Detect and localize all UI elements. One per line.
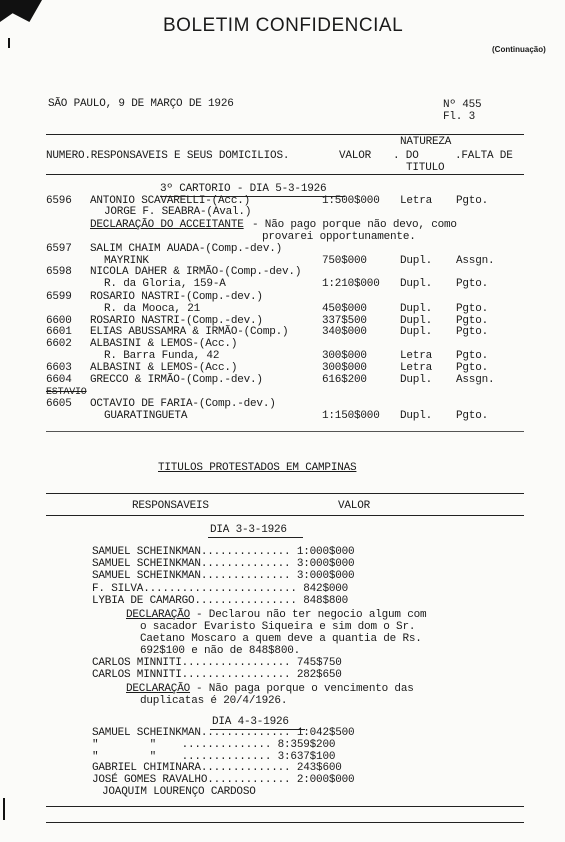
row-natureza: Dupl. bbox=[400, 255, 433, 267]
row-natureza: Dupl. bbox=[400, 410, 433, 422]
entry-line: CARLOS MINNITI................. 282$650 bbox=[92, 669, 342, 681]
row-natureza: Letra bbox=[400, 195, 433, 207]
row-number: 6600 bbox=[46, 315, 72, 327]
declaration-label: DECLARAÇÃO bbox=[126, 609, 191, 621]
row-responsavel: NICOLA DAHER & IRMÃO-(Comp.-dev.) bbox=[90, 266, 302, 278]
row-responsavel: R. da Mooca, 21 bbox=[104, 303, 201, 315]
section-heading: 3º CARTORIO - DIA 5-3-1926 bbox=[160, 183, 327, 195]
col-natureza-2: . DO bbox=[393, 150, 419, 162]
entry-line: SAMUEL SCHEINKMAN.............. 3:000$000 bbox=[92, 558, 355, 571]
struck-text: ESTAVIO bbox=[46, 387, 87, 398]
row-natureza: Dupl. bbox=[400, 315, 433, 327]
declaration-label: DECLARAÇÃO DO ACCEITANTE bbox=[90, 219, 244, 231]
row-responsavel: R. da Gloria, 159-A bbox=[104, 278, 226, 290]
row-natureza: Dupl. bbox=[400, 278, 433, 290]
rule bbox=[46, 822, 524, 823]
row-valor: 300$000 bbox=[322, 362, 367, 374]
row-falta: Assgn. bbox=[456, 255, 495, 267]
col-natureza-3: TITULO bbox=[406, 162, 445, 174]
row-responsavel: ANTONIO SCAVARELLI-(Acc.) bbox=[90, 195, 251, 207]
row-natureza: Letra bbox=[400, 350, 433, 362]
row-natureza: Dupl. bbox=[400, 374, 433, 386]
section-heading: TITULOS PROTESTADOS EM CAMPINAS bbox=[158, 462, 357, 474]
sheet-number: Fl. 3 bbox=[443, 111, 476, 123]
declaration-text: o sacador Evaristo Siqueira e sim dom o Sr. bbox=[140, 621, 416, 633]
row-responsavel: JORGE F. SEABRA-(Aval.) bbox=[104, 206, 252, 218]
row-falta: Pgto. bbox=[456, 326, 489, 338]
row-falta: Assgn. bbox=[456, 374, 495, 386]
rule bbox=[46, 515, 524, 516]
rule bbox=[46, 174, 524, 175]
row-valor: 616$200 bbox=[322, 374, 367, 386]
entry-line: JOAQUIM LOURENÇO CARDOSO bbox=[102, 786, 256, 798]
row-falta: Pgto. bbox=[456, 362, 489, 374]
day-underline bbox=[208, 537, 303, 538]
row-valor: 1:210$000 bbox=[322, 278, 380, 290]
row-valor: 450$000 bbox=[322, 303, 367, 315]
entry-line: GABRIEL CHIMINARA.............. 243$600 bbox=[92, 762, 342, 775]
row-number: 6604 bbox=[46, 374, 72, 386]
ink-mark bbox=[8, 38, 10, 48]
day-heading: DIA 3-3-1926 bbox=[210, 524, 287, 536]
declaration-text: duplicatas é 20/4/1926. bbox=[140, 695, 288, 707]
ink-blot bbox=[0, 0, 42, 22]
rule bbox=[46, 431, 524, 432]
declaration-text: - Não paga porque o vencimento das bbox=[196, 683, 414, 695]
entry-line: " " .............. 3:637$100 bbox=[92, 750, 336, 763]
page-title: BOLETIM CONFIDENCIAL bbox=[163, 15, 404, 36]
col-responsaveis: RESPONSAVEIS bbox=[132, 500, 209, 512]
entry-line: SAMUEL SCHEINKMAN.............. 1:042$500 bbox=[92, 727, 355, 739]
rule bbox=[46, 806, 524, 807]
row-responsavel: ROSARIO NASTRI-(Comp.-dev.) bbox=[90, 291, 263, 303]
col-valor: VALOR bbox=[339, 150, 372, 162]
row-valor: 1:500$000 bbox=[322, 195, 380, 207]
row-responsavel: MAYRINK bbox=[104, 255, 149, 267]
declaration-label: DECLARAÇÃO bbox=[126, 683, 191, 695]
rule bbox=[46, 134, 524, 135]
declaration-text: provarei opportunamente. bbox=[262, 231, 416, 243]
continuation-label: (Continuação) bbox=[492, 45, 546, 54]
entry-line: SAMUEL SCHEINKMAN.............. 1:000$000 bbox=[92, 546, 355, 558]
col-natureza-1: NATUREZA bbox=[400, 136, 452, 148]
row-number: 6601 bbox=[46, 326, 72, 338]
row-valor: 1:150$000 bbox=[322, 410, 380, 422]
row-valor: 337$500 bbox=[322, 315, 367, 327]
col-numero: NUMERO.RESPONSAVEIS E SEUS DOMICILIOS. bbox=[46, 150, 290, 162]
row-falta: Pgto. bbox=[456, 278, 489, 290]
row-natureza: Dupl. bbox=[400, 326, 433, 338]
entry-line: LYBIA DE CAMARGO................ 848$800 bbox=[92, 594, 349, 607]
row-number: 6596 bbox=[46, 195, 72, 207]
row-responsavel: OCTAVIO DE FARIA-(Comp.-dev.) bbox=[90, 398, 276, 410]
row-responsavel: ELIAS ABUSSAMRA & IRMÃO-(Comp.) bbox=[90, 326, 289, 338]
row-falta: Pgto. bbox=[456, 195, 489, 207]
entry-line: F. SILVA........................ 842$000 bbox=[92, 582, 349, 595]
rule bbox=[46, 493, 524, 494]
row-responsavel: ROSARIO NASTRI-(Comp.-dev.) bbox=[90, 315, 263, 327]
place-date: SÃO PAULO, 9 DE MARÇO DE 1926 bbox=[48, 98, 234, 110]
row-responsavel: GUARATINGUETA bbox=[104, 410, 188, 422]
row-number: 6605 bbox=[46, 398, 72, 410]
row-responsavel: SALIM CHAIM AUADA-(Comp.-dev.) bbox=[90, 243, 283, 255]
day-heading: DIA 4-3-1926 bbox=[212, 716, 289, 728]
row-natureza: Letra bbox=[400, 362, 433, 374]
entry-line: CARLOS MINNITI................. 745$750 bbox=[92, 657, 342, 669]
row-number: 6602 bbox=[46, 338, 72, 350]
entry-line: SAMUEL SCHEINKMAN.............. 3:000$000 bbox=[92, 570, 355, 583]
row-responsavel: GRECCO & IRMÃO-(Comp.-dev.) bbox=[90, 374, 263, 386]
row-valor: 340$000 bbox=[322, 326, 367, 338]
row-natureza: Dupl. bbox=[400, 303, 433, 315]
entry-line: " " .............. 8:359$200 bbox=[92, 738, 336, 751]
row-responsavel: ALBASINI & LEMOS-(Acc.) bbox=[90, 362, 238, 374]
declaration-text: Caetano Moscaro a quem deve a quantia de Rs. bbox=[140, 633, 422, 645]
row-number: 6603 bbox=[46, 362, 72, 374]
row-valor: 300$000 bbox=[322, 350, 367, 362]
col-falta: .FALTA DE bbox=[455, 150, 513, 162]
entry-line: JOSÉ GOMES RAVALHO............. 2:000$000 bbox=[92, 774, 355, 787]
row-falta: Pgto. bbox=[456, 315, 489, 327]
row-falta: Pgto. bbox=[456, 350, 489, 362]
ink-mark bbox=[3, 798, 5, 820]
row-number: 6598 bbox=[46, 266, 72, 278]
row-responsavel: ALBASINI & LEMOS-(Acc.) bbox=[90, 338, 238, 350]
bulletin-number: Nº 455 bbox=[443, 99, 482, 111]
row-responsavel: R. Barra Funda, 42 bbox=[104, 350, 220, 362]
declaration-text: - Declarou não ter negocio algum com bbox=[196, 609, 427, 621]
row-falta: Pgto. bbox=[456, 303, 489, 315]
row-number: 6597 bbox=[46, 243, 72, 255]
row-valor: 750$000 bbox=[322, 255, 367, 267]
declaration-text: 692$100 e não de 848$800. bbox=[140, 645, 301, 657]
row-falta: Pgto. bbox=[456, 410, 489, 422]
row-number: 6599 bbox=[46, 291, 72, 303]
col-valor: VALOR bbox=[338, 500, 371, 512]
declaration-text: - Não pago porque não devo, como bbox=[252, 219, 457, 231]
